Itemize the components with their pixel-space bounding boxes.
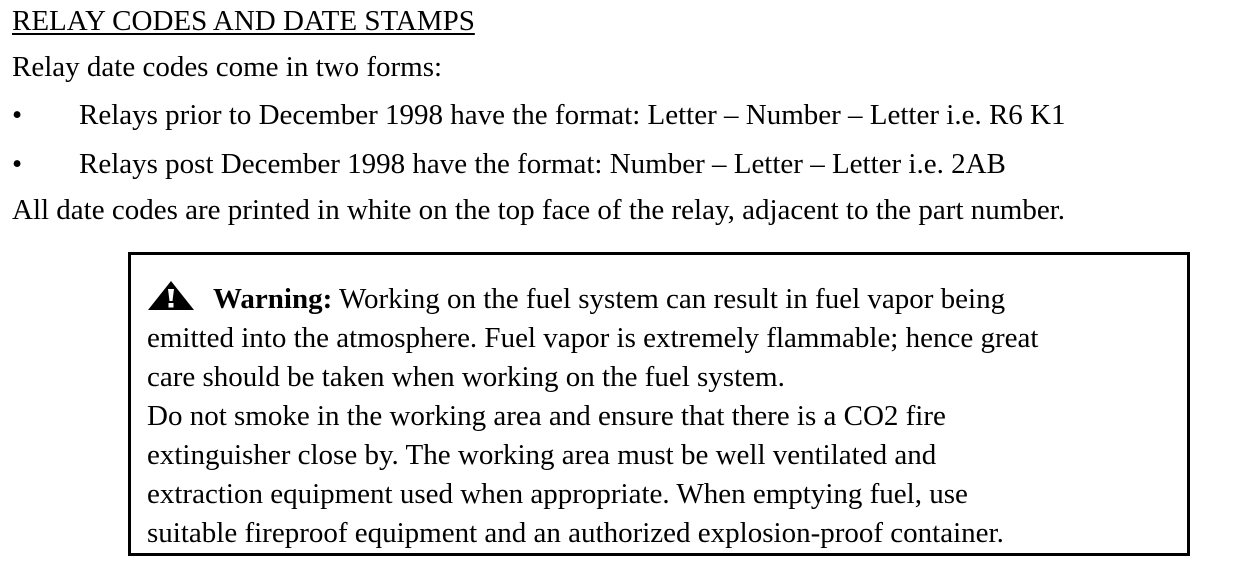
warning-triangle-icon <box>147 280 195 311</box>
list-item <box>12 147 1065 196</box>
warning-box <box>128 252 1190 556</box>
warning-line: extraction equipment used when appropriate. When emptying fuel, use <box>147 478 968 510</box>
section-heading: RELAY CODES AND DATE STAMPS <box>12 5 475 37</box>
bullet-icon: • <box>12 99 23 131</box>
bullet-icon: • <box>12 148 23 180</box>
warning-line: extinguisher close by. The working area must be well ventilated and <box>147 439 937 471</box>
warning-label: Warning: <box>213 283 333 315</box>
list-item-text: Relays post December 1998 have the format: Number – Letter – Letter i.e. 2AB <box>79 148 1006 180</box>
warning-line: suitable fireproof equipment and an authorized explosion-proof container. <box>147 517 1004 549</box>
closing-text: All date codes are printed in white on the top face of the relay, adjacent to the part number. <box>12 194 1065 226</box>
warning-text: Working on the fuel system can result in fuel vapor being <box>332 283 1006 315</box>
list-item-text: Relays prior to December 1998 have the format: Letter – Number – Letter i.e. R6 K1 <box>79 99 1066 131</box>
warning-line: Do not smoke in the working area and ensure that there is a CO2 fire <box>147 400 946 432</box>
intro-text: Relay date codes come in two forms: <box>12 51 443 83</box>
warning-line: care should be taken when working on the fuel system. <box>147 361 785 393</box>
list-item <box>12 98 1065 147</box>
warning-line <box>147 280 1173 319</box>
relay-format-list <box>12 98 1065 196</box>
warning-line: emitted into the atmosphere. Fuel vapor is extremely flammable; hence great <box>147 322 1039 354</box>
